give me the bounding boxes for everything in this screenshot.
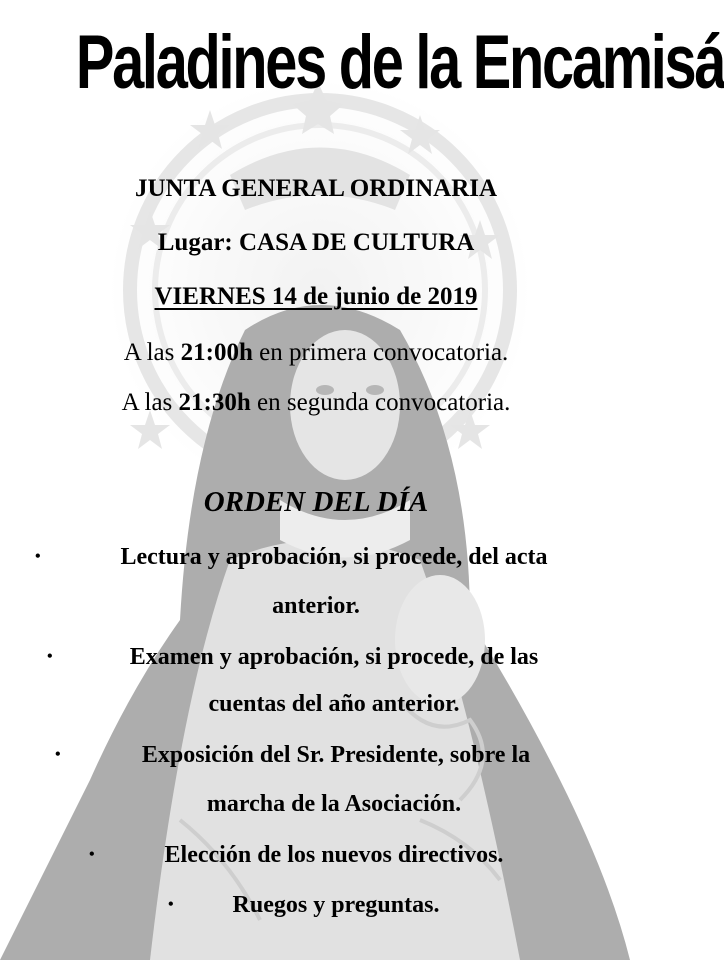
bullet-icon: •	[55, 746, 61, 763]
bullet-icon: •	[89, 846, 95, 863]
meeting-date-text: VIERNES 14 de junio de 2019	[154, 283, 478, 310]
first-call-prefix: A las	[123, 339, 175, 366]
second-call	[0, 388, 632, 418]
bullet-icon: •	[35, 548, 41, 565]
agenda-item-5: Ruegos y preguntas.	[232, 892, 440, 918]
meeting-location	[0, 228, 632, 258]
agenda-item-1-line2: anterior.	[272, 593, 360, 619]
bullet-icon: •	[168, 896, 174, 913]
agenda-item-2-line2: cuentas del año anterior.	[208, 691, 460, 717]
second-call-prefix: A las	[121, 389, 173, 416]
first-call-time: 21:00h	[180, 339, 253, 366]
agenda-item-2-line1: Examen y aprobación, si procede, de las	[129, 644, 539, 670]
meeting-type: JUNTA GENERAL ORDINARIA	[134, 175, 498, 202]
first-call-suffix: en primera convocatoria.	[259, 339, 509, 366]
location-label: Lugar:	[157, 229, 233, 256]
agenda-heading: ORDEN DEL DÍA	[203, 486, 429, 518]
page-title: Paladines de la Encamisá	[75, 20, 724, 105]
agenda-item-1-line1: Lectura y aprobación, si procede, del acta	[120, 544, 548, 570]
location-value: CASA DE CULTURA	[239, 229, 475, 256]
first-call	[0, 338, 632, 368]
agenda-item-3-line2: marcha de la Asociación.	[206, 791, 462, 817]
bullet-icon: •	[47, 648, 53, 665]
second-call-suffix: en segunda convocatoria.	[257, 389, 511, 416]
second-call-time: 21:30h	[178, 389, 251, 416]
agenda-item-4: Elección de los nuevos directivos.	[164, 842, 504, 868]
meeting-date	[0, 282, 632, 312]
agenda-item-3-line1: Exposición del Sr. Presidente, sobre la	[141, 742, 531, 768]
